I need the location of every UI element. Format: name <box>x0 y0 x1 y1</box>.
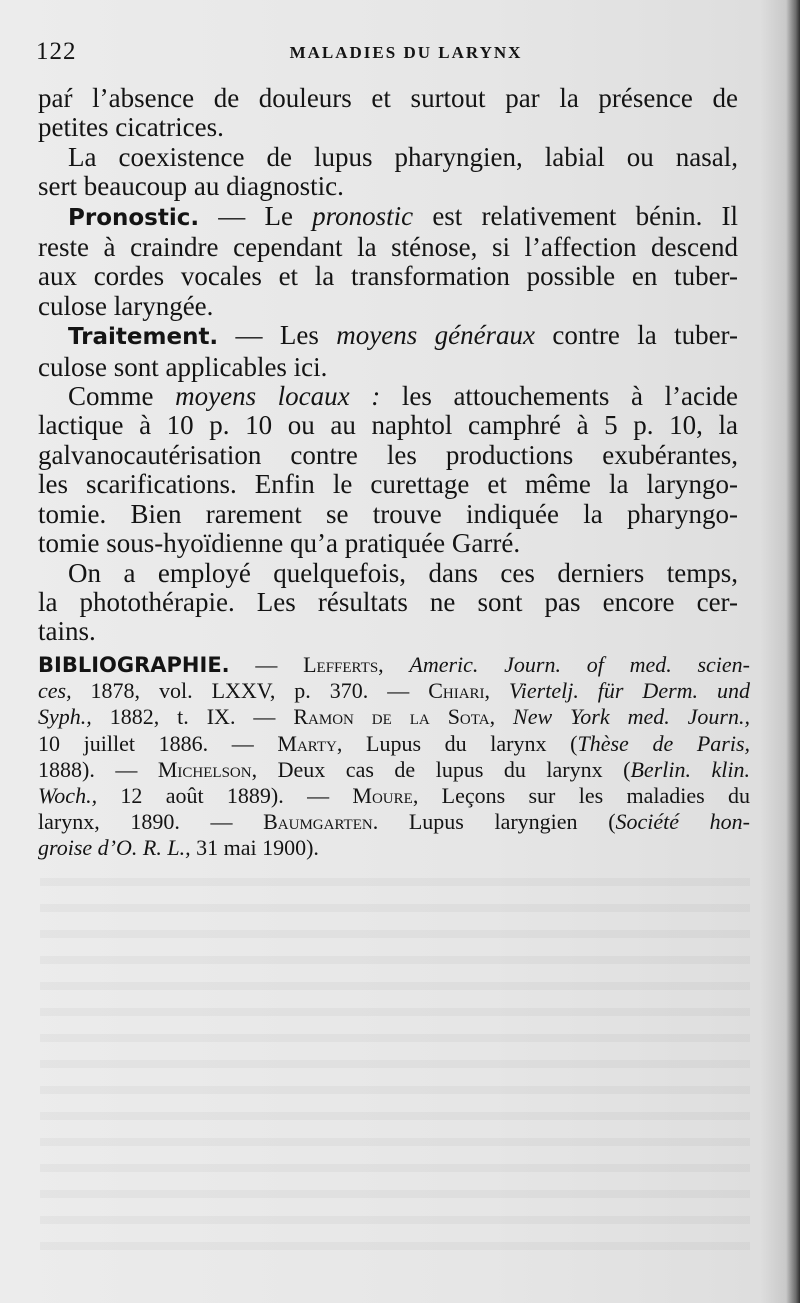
bib-line <box>38 757 750 783</box>
text-run: est relativement bénin. Il <box>413 200 739 231</box>
author-name: Moure <box>352 783 413 809</box>
author-name: Lefferts <box>303 652 379 677</box>
prognosis-paragraph-start <box>38 202 738 233</box>
text-line: les scarifications. Enfin le curettage et même la laryngo- <box>38 469 738 500</box>
bib-line <box>38 809 750 835</box>
text-run: , <box>484 678 509 704</box>
text-run: 1878, vol. LXXV, p. 370. — <box>71 678 429 704</box>
bib-line <box>38 652 750 678</box>
text-run: , <box>489 704 514 730</box>
bib-line <box>38 704 750 730</box>
bib-line <box>38 783 750 809</box>
text-run: — Les <box>218 320 337 351</box>
author-name: Michelson <box>157 756 252 782</box>
text-run: 31 mai 1900). <box>190 835 319 861</box>
bibliography-heading: BIBLIOGRAPHIE. <box>38 653 230 677</box>
treatment-heading: Traitement. <box>68 324 219 351</box>
text-line <box>38 382 738 411</box>
italic-run: Thèse de Paris, <box>577 730 751 756</box>
italic-run: moyens locaux : <box>175 381 381 412</box>
italic-run: ces, <box>38 678 72 704</box>
text-run: contre la tuber- <box>535 320 738 351</box>
author-name: Ramon de la Sota <box>293 704 490 730</box>
page-edge-shadow <box>786 0 800 1303</box>
text-run: — <box>229 652 304 677</box>
bleed-through-area <box>40 860 750 1260</box>
italic-run: groise d’O. R. L., <box>38 835 191 861</box>
text-line: petites cicatrices. <box>38 112 224 143</box>
italic-run: New York med. Journ., <box>513 704 750 730</box>
text-run: — Le <box>199 200 313 231</box>
page-header <box>36 38 746 68</box>
prognosis-heading: Pronostic. <box>68 204 200 231</box>
italic-run: Woch., <box>38 783 98 809</box>
text-line: lactique à 10 p. 10 ou au naphtol camphré à 5 p. 10, la <box>38 410 738 441</box>
author-name: Marty <box>277 730 337 756</box>
italic-run: Syph., <box>38 704 92 730</box>
italic-run: Société hon- <box>615 809 751 835</box>
text-run: , Lupus du larynx ( <box>336 730 578 756</box>
bib-line <box>38 731 750 757</box>
text-line: paŕ l’absence de douleurs et surtout par la présence de <box>38 83 738 113</box>
italic-run: moyens généraux <box>336 320 536 351</box>
text-line: La coexistence de lupus pharyngien, labial ou nasal, <box>68 141 738 172</box>
treatment-paragraph-start <box>38 321 738 352</box>
text-line: galvanocautérisation contre les productions exubérantes, <box>38 439 738 470</box>
text-line: sert beaucoup au diagnostic. <box>38 171 344 202</box>
body-text <box>38 84 738 647</box>
text-run: 1882, t. IX. — <box>91 704 294 730</box>
text-run: 1888). — <box>38 756 158 782</box>
running-head: MALADIES DU LARYNX <box>289 43 523 62</box>
text-line: aux cordes vocales et la transformation possible en tuber- <box>38 261 738 292</box>
italic-run: Viertelj. für Derm. und <box>509 678 750 704</box>
text-run: larynx, 1890. — <box>38 809 264 835</box>
author-name: Baumgarten <box>263 809 373 835</box>
bib-line <box>38 835 750 861</box>
text-line: tomie. Bien rarement se trouve indiquée la pharyngo- <box>38 498 738 529</box>
text-run: 10 juillet 1886. — <box>38 730 278 756</box>
italic-run: Americ. Journ. of med. scien- <box>409 652 750 677</box>
text-line: On a employé quelquefois, dans ces derniers temps, <box>68 557 738 588</box>
bibliography <box>38 652 750 862</box>
text-line: tains. <box>38 616 96 647</box>
author-name: Chiari <box>428 678 485 704</box>
text-run: Comme <box>68 381 176 412</box>
text-run: . Lupus laryngien ( <box>372 809 616 835</box>
text-run: , Leçons sur les maladies du <box>412 783 750 809</box>
bib-line <box>38 678 750 704</box>
text-run: 12 août 1889). — <box>97 783 353 809</box>
text-run: , Deux cas de lupus du larynx ( <box>251 756 631 782</box>
text-line: la photothérapie. Les résultats ne sont pas encore cer- <box>38 586 738 617</box>
page-number: 122 <box>36 38 77 65</box>
text-run: , <box>378 652 410 677</box>
text-line: tomie sous-hyoïdienne qu’a pratiquée Garré. <box>38 528 521 559</box>
text-line: culose laryngée. <box>38 290 214 321</box>
text-line: reste à craindre cependant la sténose, si l’affection descend <box>38 232 738 263</box>
italic-run: pronostic <box>312 200 414 231</box>
text-line: culose sont applicables ici. <box>38 351 328 382</box>
text-run: les attouchements à l’acide <box>380 381 739 412</box>
italic-run: Berlin. klin. <box>630 756 750 782</box>
